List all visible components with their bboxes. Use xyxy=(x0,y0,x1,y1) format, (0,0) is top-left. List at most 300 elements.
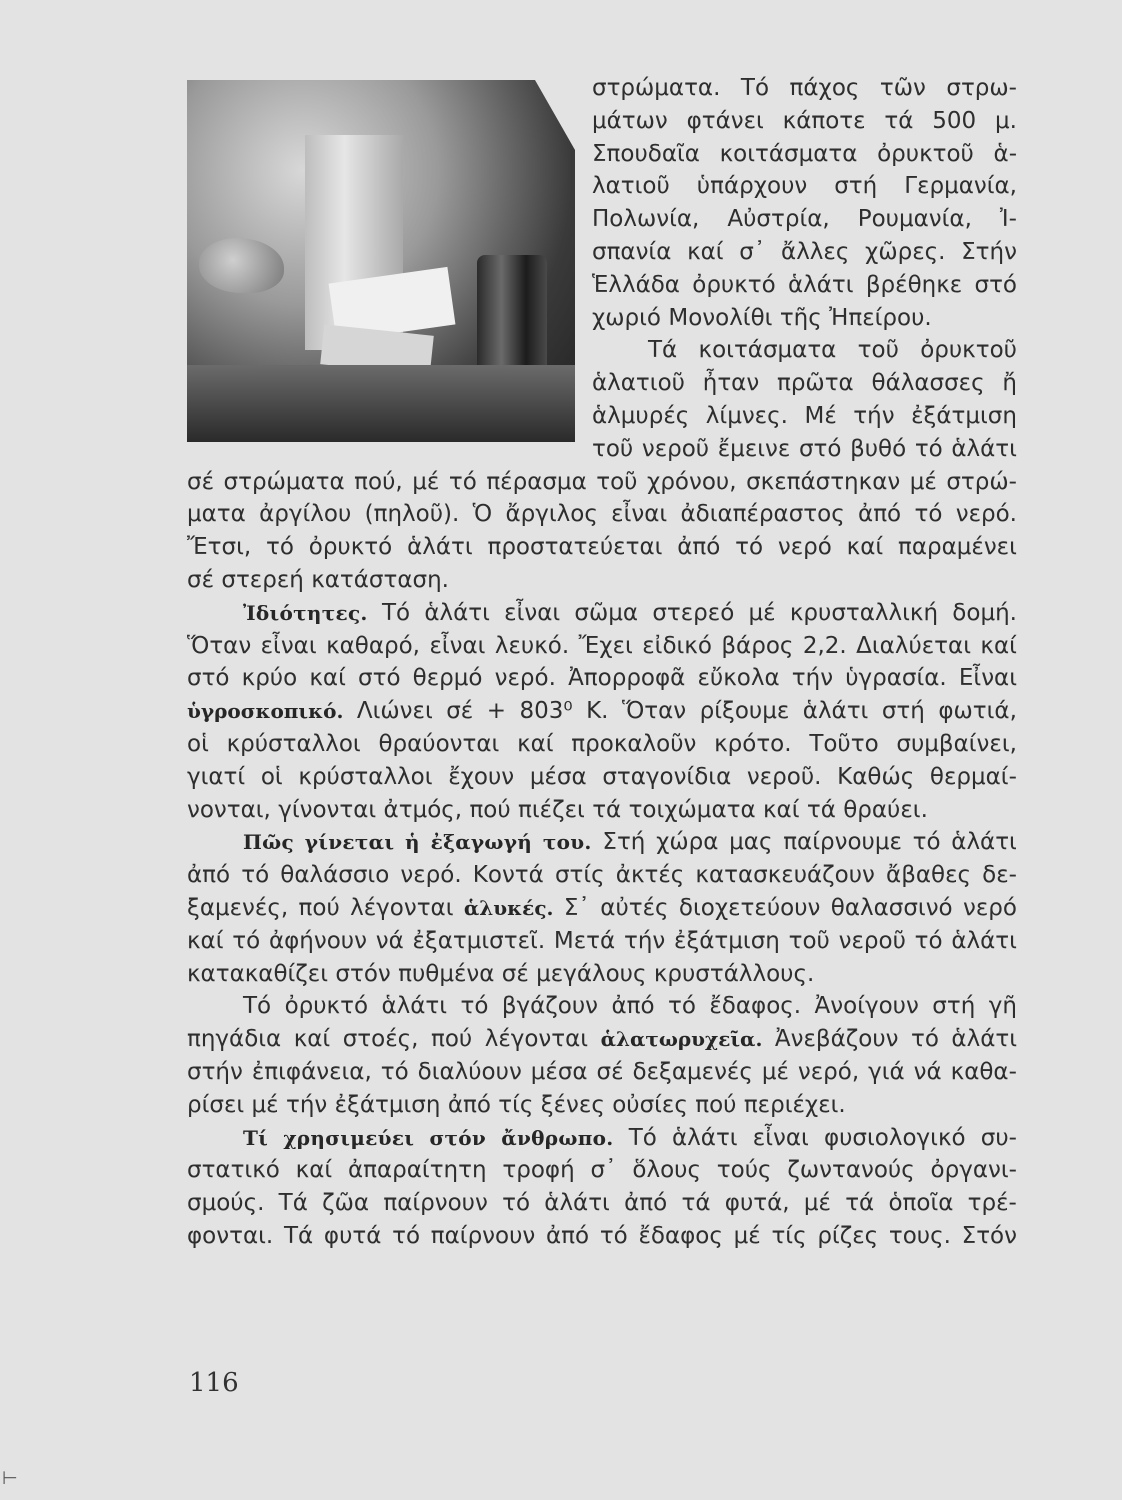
word: ἄβαθες xyxy=(886,862,972,889)
word: τά xyxy=(884,107,914,134)
word: προστατεύεται xyxy=(487,534,663,561)
text-line xyxy=(592,138,1017,170)
word: θαλάσσιο xyxy=(280,862,390,889)
word: κρυσταλλική xyxy=(789,599,939,626)
word: εἶναι xyxy=(752,1124,809,1151)
photo-corner xyxy=(535,80,575,150)
word: ρίσει xyxy=(187,1091,245,1118)
text-line xyxy=(648,334,1017,366)
word: γιά xyxy=(868,1059,905,1085)
word: πιέζει xyxy=(518,796,585,823)
word: στή xyxy=(881,698,925,725)
text-line xyxy=(592,170,1017,202)
word: ἦταν xyxy=(702,370,760,397)
word: συμβαίνει, xyxy=(896,731,1017,757)
text-line xyxy=(187,1154,1017,1186)
word: ἀπαραίτητη xyxy=(348,1157,487,1184)
text-line xyxy=(187,925,1017,957)
word: Καθώς xyxy=(837,763,915,790)
word: προκαλοῦν xyxy=(571,731,697,757)
word: Μετά xyxy=(553,927,616,954)
word: χώρα xyxy=(656,829,719,856)
word: τό xyxy=(232,927,261,954)
word: λευκό. xyxy=(494,632,570,659)
word: Ἔχει xyxy=(578,632,633,659)
word: στρώ- xyxy=(946,468,1017,495)
word: καί xyxy=(517,731,554,757)
word: νονται, xyxy=(187,796,271,823)
word: στό xyxy=(798,435,842,462)
word: τό xyxy=(460,993,489,1020)
word: στίς xyxy=(554,862,605,889)
word: λέγονται xyxy=(350,895,454,921)
word: συ- xyxy=(980,1124,1017,1151)
bold-term-word: ὑγροσκοπικό. xyxy=(187,699,344,724)
word: πέρασμα xyxy=(486,468,587,495)
word: Μέ xyxy=(804,403,837,429)
word: στερεό xyxy=(652,599,735,626)
word: καί xyxy=(980,632,1017,659)
word: ἁλάτι xyxy=(407,534,473,561)
word: νά xyxy=(375,927,404,954)
word: πάχος xyxy=(789,75,860,101)
word: τό xyxy=(914,435,943,462)
word: Ὁ xyxy=(472,501,493,528)
word: ἐξάτμιση xyxy=(334,1091,441,1118)
word: ἁλμυρές xyxy=(592,403,690,429)
word: τό xyxy=(914,927,943,954)
word: τήν xyxy=(285,1091,328,1118)
word: νερό xyxy=(777,534,832,561)
word: φυτά xyxy=(323,1223,382,1249)
word: κατασκευάζουν xyxy=(695,862,875,889)
text-line xyxy=(187,531,1017,563)
word: εὔκολα xyxy=(697,665,780,692)
word: πού xyxy=(430,1026,473,1053)
word: περιέχει. xyxy=(743,1091,846,1118)
word: φωτιά, xyxy=(938,698,1017,725)
word: Μονολίθι xyxy=(668,304,773,331)
word: καθα- xyxy=(950,1059,1017,1085)
word: καί xyxy=(293,1026,331,1053)
word: τήν xyxy=(791,665,834,692)
text-line xyxy=(243,1122,1017,1154)
word: σ᾽ xyxy=(590,1157,617,1184)
word: ὅλους xyxy=(632,1157,701,1184)
word: ἁλάτι xyxy=(951,1026,1017,1053)
text-line xyxy=(187,564,1017,596)
text-line xyxy=(187,695,1017,727)
word: 803⁰ xyxy=(519,698,573,725)
word: ἔχουν xyxy=(448,763,515,790)
word: τους. xyxy=(888,1223,951,1249)
word: στερεή xyxy=(221,567,304,593)
word: νεροῦ xyxy=(838,927,906,954)
word: ὁποῖα xyxy=(888,1190,954,1217)
word: μέσα xyxy=(529,763,587,790)
word: λατιοῦ xyxy=(592,173,670,200)
word: ὀρυκτοῦ xyxy=(920,337,1017,364)
word: ἁλάτι xyxy=(381,993,448,1020)
word: γιατί xyxy=(187,763,246,790)
section-heading-word: χρησιμεύει xyxy=(283,1125,415,1150)
word: ἀπό xyxy=(187,862,231,889)
word: καί xyxy=(687,239,724,265)
word: Λιώνει xyxy=(356,698,433,725)
word: τό xyxy=(502,1190,531,1217)
word: τό xyxy=(735,534,764,561)
word: Κοντά xyxy=(472,862,544,889)
word: οἱ xyxy=(187,731,209,757)
word: τά xyxy=(845,1190,875,1217)
word: Αὐστρία, xyxy=(727,206,830,233)
word: Γερμανία, xyxy=(904,173,1017,200)
word: κρυστάλλους. xyxy=(653,960,815,987)
word: λέγονται xyxy=(484,1026,589,1053)
word: Πολωνία, xyxy=(592,206,700,233)
word: καί xyxy=(309,665,346,692)
word: τά xyxy=(681,1190,711,1217)
word: μέ xyxy=(412,468,440,495)
word: τοῦ xyxy=(788,927,830,954)
word: ἀδιαπέραστος xyxy=(680,501,845,528)
word: ξαμενές, xyxy=(187,895,289,921)
word: Ἀπορροφᾶ xyxy=(568,665,686,692)
word: Τό xyxy=(381,599,411,626)
word: φυτά, xyxy=(724,1190,790,1217)
word: πού, xyxy=(354,468,403,495)
word: τό xyxy=(392,1223,421,1249)
word: ἀπό xyxy=(624,1190,668,1217)
word: μέ xyxy=(803,1190,831,1217)
word: στατικό xyxy=(187,1157,280,1184)
word: στή xyxy=(834,173,878,200)
word: ὑγρασία. xyxy=(845,665,947,692)
text-line xyxy=(187,794,1017,826)
word: μ. xyxy=(994,107,1017,134)
section-heading-word: του. xyxy=(542,830,592,855)
margin-mark: ⊢ xyxy=(2,1468,18,1489)
section-heading-word: Ἰδιότητες. xyxy=(243,600,368,625)
word: στρω- xyxy=(946,75,1017,101)
word: τό xyxy=(241,862,270,889)
word: καί xyxy=(187,927,224,954)
word: γῆ xyxy=(988,993,1017,1020)
word: λίμνες. xyxy=(705,403,788,429)
bold-term-word: ἁλυκές. xyxy=(463,896,554,920)
text-line xyxy=(243,597,1017,629)
word: μέσα xyxy=(530,1059,588,1085)
word: ἀφήνουν xyxy=(268,927,367,954)
word: Ὅταν xyxy=(621,698,687,725)
word: Ρουμανία, xyxy=(857,206,972,233)
word: ἐπιφάνεια, xyxy=(251,1059,372,1085)
word: Τά xyxy=(278,1190,308,1217)
word: κοιτάσματα xyxy=(719,140,858,167)
word: τά xyxy=(806,796,836,823)
word: καθαρό, xyxy=(326,632,420,659)
word: τῶν xyxy=(879,75,926,101)
word: σέ xyxy=(187,567,215,593)
word: τό xyxy=(448,468,477,495)
word: παίρνουμε xyxy=(783,829,902,856)
word: ἀκτές xyxy=(615,862,685,889)
word: πού xyxy=(469,796,511,823)
word: ὑπάρχουν xyxy=(696,173,808,200)
word: Ὅταν xyxy=(187,632,252,659)
word: θραύει. xyxy=(843,796,928,823)
word: Σπουδαῖα xyxy=(592,140,700,167)
section-heading-word: Πῶς xyxy=(243,830,295,855)
word: Τό xyxy=(243,993,272,1020)
word: θραύονται xyxy=(378,731,500,757)
word: παίρνουν xyxy=(383,1190,488,1217)
text-line xyxy=(592,269,1017,301)
word: σέ xyxy=(446,698,474,725)
text-line xyxy=(243,826,1017,858)
word: τοῦ xyxy=(857,337,899,364)
word: εἶναι xyxy=(429,632,486,659)
rock-salt-lump xyxy=(199,238,284,293)
word: ἀργίλου xyxy=(259,501,352,528)
word: κατακαθίζει xyxy=(187,960,329,987)
word: εἶναι xyxy=(260,632,317,659)
word: 2,2. xyxy=(802,632,847,659)
word: Εἶναι xyxy=(958,665,1017,692)
word: ἁλάτι xyxy=(802,698,869,725)
word: ρίζες xyxy=(817,1223,879,1249)
word: ἔμεινε xyxy=(717,435,791,462)
word: ὀρυκτό xyxy=(692,271,776,298)
word: μέ xyxy=(748,599,776,626)
word: τήν xyxy=(623,927,666,954)
word: ἁλάτι xyxy=(951,435,1017,462)
word: ἀπό xyxy=(858,501,902,528)
text-line xyxy=(592,367,1017,399)
word: στό xyxy=(358,665,401,692)
word: ἔδαφος xyxy=(638,1223,723,1249)
text-line xyxy=(592,302,1017,334)
word: νερό xyxy=(963,895,1017,921)
word: φονται. xyxy=(187,1223,274,1249)
word: σέ xyxy=(187,468,215,495)
word: δε- xyxy=(982,862,1017,889)
word: 500 xyxy=(932,107,977,134)
word: στή xyxy=(932,993,976,1020)
text-line xyxy=(187,859,1017,891)
word: ἁλάτι xyxy=(951,927,1017,954)
word: σπανία xyxy=(592,239,672,265)
word: νεροῦ xyxy=(641,435,710,462)
word: κρύσταλλοι xyxy=(298,763,433,790)
text-line xyxy=(187,630,1017,662)
word: ἐξάτμιση xyxy=(911,403,1017,429)
word: ἁλάτι xyxy=(544,1190,610,1217)
word: εἰδικό xyxy=(642,632,712,659)
text-line xyxy=(592,105,1017,137)
salt-samples-photo xyxy=(187,80,575,442)
word: μέ xyxy=(909,468,937,495)
word: νερό. xyxy=(400,862,462,889)
word: νεροῦ. xyxy=(746,763,822,790)
display-shelf xyxy=(187,365,575,442)
section-heading-word: γίνεται xyxy=(304,830,395,855)
word: στήν xyxy=(187,1059,243,1085)
word: τό xyxy=(599,1223,628,1249)
word: τήν xyxy=(853,403,895,429)
word: δομή. xyxy=(952,599,1017,626)
word: ρίξουμε xyxy=(699,698,790,725)
text-line xyxy=(592,433,1017,465)
word: χωριό xyxy=(592,304,661,331)
word: Σ᾽ xyxy=(563,895,590,921)
word: πού xyxy=(695,1091,737,1118)
text-line xyxy=(187,1089,1017,1121)
word: Τό xyxy=(628,1124,657,1151)
word: τοιχώματα xyxy=(628,796,756,823)
word: μέ xyxy=(761,1059,789,1085)
text-line xyxy=(592,203,1017,235)
section-heading-word: ἡ xyxy=(405,830,420,855)
text-line xyxy=(592,236,1017,268)
word: παίρνουν xyxy=(430,1223,536,1249)
word: ἤ xyxy=(1002,370,1017,397)
word: στρώματα. xyxy=(592,75,721,101)
word: γίνονται xyxy=(278,796,377,823)
word: κάποτε xyxy=(782,107,866,134)
word: ξένες xyxy=(540,1091,605,1118)
word: σέ xyxy=(596,1059,624,1085)
text-line xyxy=(187,761,1017,793)
word: εἶναι xyxy=(504,599,561,626)
word: χῶρες. xyxy=(865,239,946,265)
word: + xyxy=(486,698,506,725)
text-line xyxy=(187,1220,1017,1252)
word: πηγάδια xyxy=(187,1026,282,1053)
word: τό xyxy=(911,1026,939,1053)
word: τίς xyxy=(771,1223,807,1249)
word: στό xyxy=(187,665,230,692)
section-heading-word: ἐξαγωγή xyxy=(430,830,533,855)
word: βυθό xyxy=(850,435,907,462)
word: κρύο xyxy=(241,665,298,692)
word: κρότο. xyxy=(714,731,792,757)
word: οἱ xyxy=(260,763,283,790)
word: ὀρυκτοῦ xyxy=(877,140,974,167)
word: σῶμα xyxy=(574,599,639,626)
word: ζῶα xyxy=(322,1190,370,1217)
word: μέ xyxy=(733,1223,761,1249)
word: ἀπό xyxy=(677,534,721,561)
word: Ἑλλάδα xyxy=(592,271,680,298)
word: νερό. xyxy=(955,501,1017,528)
word: τά xyxy=(592,796,622,823)
word: βρέθηκε xyxy=(865,271,963,298)
word: ἔδαφος. xyxy=(709,993,802,1020)
word: (πηλοῦ). xyxy=(364,501,460,528)
word: ἀπό xyxy=(447,1091,491,1118)
word: πρῶτα xyxy=(776,370,854,397)
word: μας xyxy=(729,829,773,856)
word: Στήν xyxy=(961,239,1017,265)
word: σκεπάστηκαν xyxy=(746,468,901,495)
word: πυθμένα xyxy=(398,960,495,987)
salt-cylinder xyxy=(477,255,547,375)
word: φτάνει xyxy=(686,107,764,134)
word: τό xyxy=(912,829,941,856)
word: ἁλάτι xyxy=(788,271,854,298)
word: Στή xyxy=(602,829,646,856)
section-heading-word: στόν xyxy=(429,1125,487,1150)
word: καί xyxy=(846,534,884,561)
word: σμούς. xyxy=(187,1190,265,1217)
word: στό xyxy=(974,271,1017,298)
word: εἶναι xyxy=(611,501,668,528)
text-line xyxy=(592,72,1017,104)
text-line xyxy=(187,498,1017,530)
word: ἀτμός, xyxy=(383,796,463,823)
word: βάρος xyxy=(721,632,794,659)
word: ἐξάτμιση xyxy=(674,927,780,954)
word: ὀρυκτό xyxy=(284,993,369,1020)
word: Κ. xyxy=(586,698,609,725)
word: Ἀνεβάζουν xyxy=(774,1026,899,1053)
section-heading-word: ἄνθρωπο. xyxy=(501,1125,614,1150)
word: στοές, xyxy=(342,1026,419,1053)
word: κρύσταλλοι xyxy=(226,731,361,757)
word: κατάσταση. xyxy=(311,567,449,593)
page-number: 116 xyxy=(189,1368,239,1398)
text-line xyxy=(187,466,1017,498)
word: φυσιολογικό xyxy=(823,1124,966,1151)
word: νερό. xyxy=(494,665,556,692)
word: μεγάλους xyxy=(536,960,647,987)
word: διαλύουν xyxy=(417,1059,522,1085)
word: καί xyxy=(295,1157,333,1184)
word: οὐσίες xyxy=(612,1091,688,1118)
word: χρόνου, xyxy=(647,468,737,495)
word: κοιτάσματα xyxy=(698,337,837,364)
section-heading-word: Τί xyxy=(243,1125,269,1150)
word: Τό xyxy=(740,75,770,101)
word: Τοῦτο xyxy=(809,731,879,757)
text-line xyxy=(187,958,1017,990)
word: μέ xyxy=(251,1091,279,1118)
word: τό xyxy=(914,501,943,528)
text-line xyxy=(187,1187,1017,1219)
text-line xyxy=(187,1023,1017,1055)
word: στρώματα xyxy=(223,468,345,495)
word: Τά xyxy=(648,337,678,364)
word: Ἰ- xyxy=(999,206,1017,233)
word: Διαλύεται xyxy=(856,632,971,659)
word: Ἠπείρου. xyxy=(829,304,932,331)
word: ἀπό xyxy=(611,993,655,1020)
word: τροφή xyxy=(502,1157,575,1184)
word: Στόν xyxy=(961,1223,1017,1249)
word: τό xyxy=(266,534,294,561)
word: μάτων xyxy=(592,107,668,134)
word: σταγονίδια xyxy=(602,763,732,790)
word: νά xyxy=(913,1059,942,1085)
word: τό xyxy=(380,1059,409,1085)
word: στόν xyxy=(335,960,391,987)
word: ἁ- xyxy=(993,140,1017,167)
word: ματα xyxy=(187,501,246,528)
word: σέ xyxy=(501,960,529,987)
word: ὀργανι- xyxy=(930,1157,1017,1184)
word: τοῦ xyxy=(592,435,634,462)
